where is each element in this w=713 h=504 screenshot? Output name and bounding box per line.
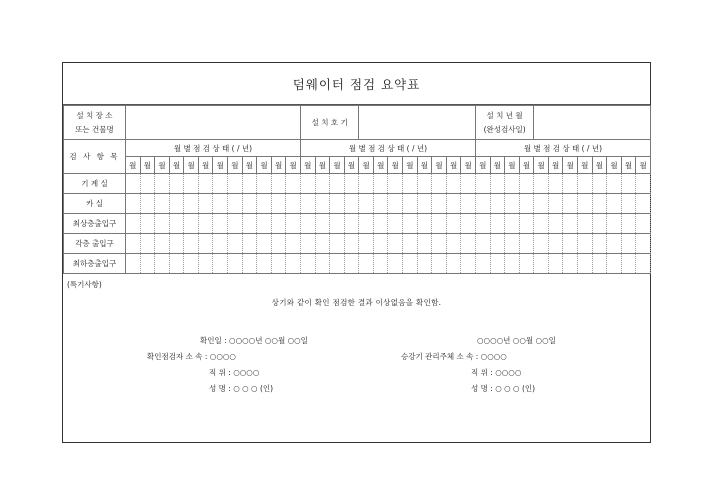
status-cell[interactable] [388, 214, 403, 234]
status-cell[interactable] [330, 254, 345, 274]
month-cell: 월 [578, 157, 593, 174]
status-cell[interactable] [344, 234, 359, 254]
status-cell[interactable] [417, 194, 432, 214]
month-cell: 월 [228, 157, 243, 174]
install-year-label: 설 치 년 월 (완성검사일) [475, 106, 533, 140]
month-cell: 월 [286, 157, 301, 174]
status-cell[interactable] [417, 234, 432, 254]
status-cell[interactable] [228, 194, 243, 214]
status-cell[interactable] [548, 234, 563, 254]
month-cell: 월 [534, 157, 549, 174]
status-cell[interactable] [169, 194, 184, 214]
status-cell[interactable] [388, 254, 403, 274]
status-cell[interactable] [140, 174, 155, 194]
status-cell[interactable] [432, 234, 447, 254]
item-label: 최하층출입구 [64, 254, 126, 274]
confirmation-statement: 상기와 같이 확인 점검한 결과 이상없음을 확인함. [271, 298, 442, 307]
status-cell[interactable] [475, 254, 490, 274]
status-cell[interactable] [330, 234, 345, 254]
status-cell[interactable] [548, 214, 563, 234]
status-cell[interactable] [126, 174, 141, 194]
month-cell: 월 [373, 157, 388, 174]
status-cell[interactable] [446, 174, 461, 194]
status-cell[interactable] [257, 254, 272, 274]
inspection-grid [63, 105, 651, 274]
status-cell[interactable] [286, 254, 301, 274]
status-cell[interactable] [315, 254, 330, 274]
status-cell[interactable] [126, 194, 141, 214]
status-cell[interactable] [578, 194, 593, 214]
status-cell[interactable] [403, 174, 418, 194]
month-cell: 월 [461, 157, 476, 174]
status-cell[interactable] [169, 254, 184, 274]
status-cell[interactable] [257, 194, 272, 214]
status-cell[interactable] [490, 234, 505, 254]
status-cell[interactable] [315, 214, 330, 234]
status-cell[interactable] [490, 254, 505, 274]
month-row [64, 157, 651, 174]
month-cell: 월 [198, 157, 213, 174]
status-cell[interactable] [301, 254, 316, 274]
month-cell: 월 [257, 157, 272, 174]
status-cell[interactable] [359, 214, 374, 234]
status-cell[interactable] [548, 254, 563, 274]
left-position: 직 위 : ○○○○ [209, 368, 260, 377]
month-cell: 월 [388, 157, 403, 174]
status-cell[interactable] [505, 174, 520, 194]
status-cell[interactable] [446, 194, 461, 214]
status-cell[interactable] [563, 174, 578, 194]
status-cell[interactable] [301, 214, 316, 234]
status-cell[interactable] [563, 234, 578, 254]
right-position: 직 위 : ○○○○ [471, 368, 522, 377]
month-cell: 월 [213, 157, 228, 174]
status-cell[interactable] [198, 254, 213, 274]
monthly-status-header-2: 월 별 점 검 상 태 ( / 년) [301, 140, 476, 157]
status-cell[interactable] [475, 234, 490, 254]
status-cell[interactable] [198, 234, 213, 254]
month-cell: 월 [621, 157, 636, 174]
month-cell: 월 [607, 157, 622, 174]
status-cell[interactable] [534, 254, 549, 274]
status-cell[interactable] [359, 174, 374, 194]
status-cell[interactable] [578, 214, 593, 234]
status-cell[interactable] [636, 174, 651, 194]
status-cell[interactable] [301, 234, 316, 254]
status-cell[interactable] [257, 234, 272, 254]
status-cell[interactable] [155, 214, 170, 234]
status-cell[interactable] [432, 254, 447, 274]
status-cell[interactable] [126, 234, 141, 254]
status-cell[interactable] [330, 214, 345, 234]
status-cell[interactable] [213, 254, 228, 274]
status-cell[interactable] [373, 174, 388, 194]
status-cell[interactable] [271, 174, 286, 194]
month-cell: 월 [432, 157, 447, 174]
status-cell[interactable] [315, 174, 330, 194]
status-cell[interactable] [271, 234, 286, 254]
status-cell[interactable] [461, 194, 476, 214]
status-cell[interactable] [388, 194, 403, 214]
inspection-item-label: 검 사 항 목 [64, 140, 126, 174]
right-name: 성 명 : ○ ○ ○ (인) [471, 384, 536, 393]
month-cell: 월 [330, 157, 345, 174]
status-cell[interactable] [169, 174, 184, 194]
month-cell: 월 [490, 157, 505, 174]
status-cell[interactable] [271, 194, 286, 214]
status-cell[interactable] [578, 174, 593, 194]
right-affiliation: 승강기 관리주체 소 속 : ○○○○ [401, 352, 507, 361]
month-cell: 월 [344, 157, 359, 174]
status-cell[interactable] [344, 174, 359, 194]
status-cell[interactable] [403, 194, 418, 214]
left-affiliation: 확인점검자 소 속 : ○○○○ [147, 352, 236, 361]
month-cell: 월 [403, 157, 418, 174]
special-notes-label: (특기사항) [67, 280, 102, 289]
item-label: 기 계 실 [64, 174, 126, 194]
right-date: ○○○○년 ○○월 ○○일 [477, 336, 556, 345]
status-cell[interactable] [198, 214, 213, 234]
status-cell[interactable] [636, 254, 651, 274]
item-row [64, 214, 651, 234]
status-cell[interactable] [461, 214, 476, 234]
status-cell[interactable] [330, 174, 345, 194]
status-cell[interactable] [388, 234, 403, 254]
status-cell[interactable] [359, 254, 374, 274]
month-cell: 월 [636, 157, 651, 174]
status-cell[interactable] [228, 174, 243, 194]
status-cell[interactable] [607, 254, 622, 274]
status-cell[interactable] [432, 174, 447, 194]
status-cell[interactable] [592, 254, 607, 274]
status-cell[interactable] [607, 214, 622, 234]
status-cell[interactable] [519, 234, 534, 254]
status-cell[interactable] [140, 234, 155, 254]
status-cell[interactable] [621, 234, 636, 254]
status-cell[interactable] [621, 214, 636, 234]
status-cell[interactable] [490, 194, 505, 214]
status-cell[interactable] [242, 214, 257, 234]
status-cell[interactable] [475, 214, 490, 234]
status-cell[interactable] [475, 174, 490, 194]
status-cell[interactable] [592, 194, 607, 214]
status-cell[interactable] [475, 194, 490, 214]
status-cell[interactable] [578, 254, 593, 274]
status-cell[interactable] [373, 194, 388, 214]
status-cell[interactable] [344, 254, 359, 274]
status-cell[interactable] [432, 194, 447, 214]
status-cell[interactable] [169, 234, 184, 254]
item-label: 카 실 [64, 194, 126, 214]
status-cell[interactable] [242, 254, 257, 274]
inspection-summary-form [62, 62, 651, 443]
status-cell[interactable] [286, 194, 301, 214]
status-cell[interactable] [592, 214, 607, 234]
install-year-input[interactable] [534, 106, 651, 140]
location-input[interactable] [126, 106, 301, 140]
month-cell: 월 [563, 157, 578, 174]
form-title: 덤웨이터 점검 요약표 [63, 63, 650, 105]
status-cell[interactable] [242, 174, 257, 194]
item-row [64, 254, 651, 274]
month-cell: 월 [505, 157, 520, 174]
status-cell[interactable] [505, 194, 520, 214]
item-rows [64, 174, 651, 274]
status-cell[interactable] [621, 194, 636, 214]
status-cell[interactable] [548, 174, 563, 194]
month-cell: 월 [315, 157, 330, 174]
status-cell[interactable] [126, 214, 141, 234]
month-cell: 월 [169, 157, 184, 174]
status-cell[interactable] [271, 214, 286, 234]
status-cell[interactable] [446, 234, 461, 254]
monthly-status-header-1: 월 별 점 검 상 태 ( / 년) [126, 140, 301, 157]
status-cell[interactable] [126, 254, 141, 274]
month-cell: 월 [475, 157, 490, 174]
status-cell[interactable] [592, 234, 607, 254]
status-cell[interactable] [344, 214, 359, 234]
status-cell[interactable] [184, 214, 199, 234]
status-cell[interactable] [155, 194, 170, 214]
status-cell[interactable] [534, 214, 549, 234]
month-cell: 월 [271, 157, 286, 174]
status-cell[interactable] [155, 254, 170, 274]
status-cell[interactable] [446, 254, 461, 274]
status-cell[interactable] [315, 194, 330, 214]
status-cell[interactable] [155, 234, 170, 254]
status-cell[interactable] [213, 214, 228, 234]
status-header-row [64, 140, 651, 157]
status-cell[interactable] [490, 214, 505, 234]
monthly-status-header-3: 월 별 점 검 상 태 ( / 년) [475, 140, 650, 157]
status-cell[interactable] [330, 194, 345, 214]
status-cell[interactable] [446, 214, 461, 234]
status-cell[interactable] [607, 174, 622, 194]
status-cell[interactable] [286, 214, 301, 234]
status-cell[interactable] [198, 194, 213, 214]
status-cell[interactable] [228, 254, 243, 274]
status-cell[interactable] [228, 234, 243, 254]
status-cell[interactable] [373, 234, 388, 254]
status-cell[interactable] [607, 234, 622, 254]
status-cell[interactable] [505, 254, 520, 274]
status-cell[interactable] [140, 214, 155, 234]
status-cell[interactable] [461, 254, 476, 274]
info-row [64, 106, 651, 140]
status-cell[interactable] [388, 174, 403, 194]
status-cell[interactable] [403, 214, 418, 234]
status-cell[interactable] [534, 194, 549, 214]
status-cell[interactable] [417, 214, 432, 234]
status-cell[interactable] [621, 174, 636, 194]
status-cell[interactable] [505, 234, 520, 254]
status-cell[interactable] [359, 194, 374, 214]
left-date: 확인일 : ○○○○년 ○○월 ○○일 [200, 336, 308, 345]
status-cell[interactable] [417, 254, 432, 274]
item-row [64, 174, 651, 194]
status-cell[interactable] [286, 234, 301, 254]
status-cell[interactable] [286, 174, 301, 194]
status-cell[interactable] [257, 214, 272, 234]
status-cell[interactable] [534, 174, 549, 194]
status-cell[interactable] [184, 234, 199, 254]
status-cell[interactable] [242, 194, 257, 214]
status-cell[interactable] [607, 194, 622, 214]
status-cell[interactable] [242, 234, 257, 254]
item-label: 최상층출입구 [64, 214, 126, 234]
location-label: 설 치 장 소 또는 건물명 [64, 106, 126, 140]
status-cell[interactable] [198, 174, 213, 194]
item-row [64, 234, 651, 254]
status-cell[interactable] [271, 254, 286, 274]
status-cell[interactable] [155, 174, 170, 194]
status-cell[interactable] [519, 174, 534, 194]
status-cell[interactable] [184, 174, 199, 194]
status-cell[interactable] [228, 214, 243, 234]
status-cell[interactable] [519, 214, 534, 234]
status-cell[interactable] [519, 254, 534, 274]
status-cell[interactable] [563, 194, 578, 214]
status-cell[interactable] [636, 214, 651, 234]
status-cell[interactable] [636, 234, 651, 254]
status-cell[interactable] [534, 234, 549, 254]
status-cell[interactable] [373, 254, 388, 274]
status-cell[interactable] [403, 254, 418, 274]
status-cell[interactable] [359, 234, 374, 254]
month-cell: 월 [184, 157, 199, 174]
status-cell[interactable] [563, 214, 578, 234]
status-cell[interactable] [403, 234, 418, 254]
status-cell[interactable] [140, 194, 155, 214]
status-cell[interactable] [417, 174, 432, 194]
status-cell[interactable] [373, 214, 388, 234]
status-cell[interactable] [519, 194, 534, 214]
month-cell: 월 [519, 157, 534, 174]
status-cell[interactable] [301, 194, 316, 214]
status-cell[interactable] [257, 174, 272, 194]
status-cell[interactable] [169, 214, 184, 234]
status-cell[interactable] [461, 234, 476, 254]
status-cell[interactable] [490, 174, 505, 194]
unit-label: 설 치 호 기 [301, 106, 359, 140]
status-cell[interactable] [315, 234, 330, 254]
month-cell: 월 [242, 157, 257, 174]
status-cell[interactable] [461, 174, 476, 194]
status-cell[interactable] [344, 194, 359, 214]
month-cell: 월 [417, 157, 432, 174]
status-cell[interactable] [636, 194, 651, 214]
item-label: 각층 출입구 [64, 234, 126, 254]
month-cell: 월 [301, 157, 316, 174]
status-cell[interactable] [184, 194, 199, 214]
status-cell[interactable] [301, 174, 316, 194]
month-cell: 월 [140, 157, 155, 174]
status-cell[interactable] [592, 174, 607, 194]
month-cell: 월 [548, 157, 563, 174]
item-row [64, 194, 651, 214]
status-cell[interactable] [563, 254, 578, 274]
status-cell[interactable] [213, 194, 228, 214]
status-cell[interactable] [578, 234, 593, 254]
status-cell[interactable] [432, 214, 447, 234]
status-cell[interactable] [548, 194, 563, 214]
status-cell[interactable] [213, 234, 228, 254]
month-cell: 월 [126, 157, 141, 174]
status-cell[interactable] [505, 214, 520, 234]
left-name: 성 명 : ○ ○ ○ (인) [209, 384, 274, 393]
status-cell[interactable] [184, 254, 199, 274]
month-cell: 월 [155, 157, 170, 174]
status-cell[interactable] [621, 254, 636, 274]
month-cell: 월 [359, 157, 374, 174]
month-cell: 월 [592, 157, 607, 174]
status-cell[interactable] [213, 174, 228, 194]
month-cell: 월 [446, 157, 461, 174]
unit-input[interactable] [359, 106, 476, 140]
status-cell[interactable] [140, 254, 155, 274]
